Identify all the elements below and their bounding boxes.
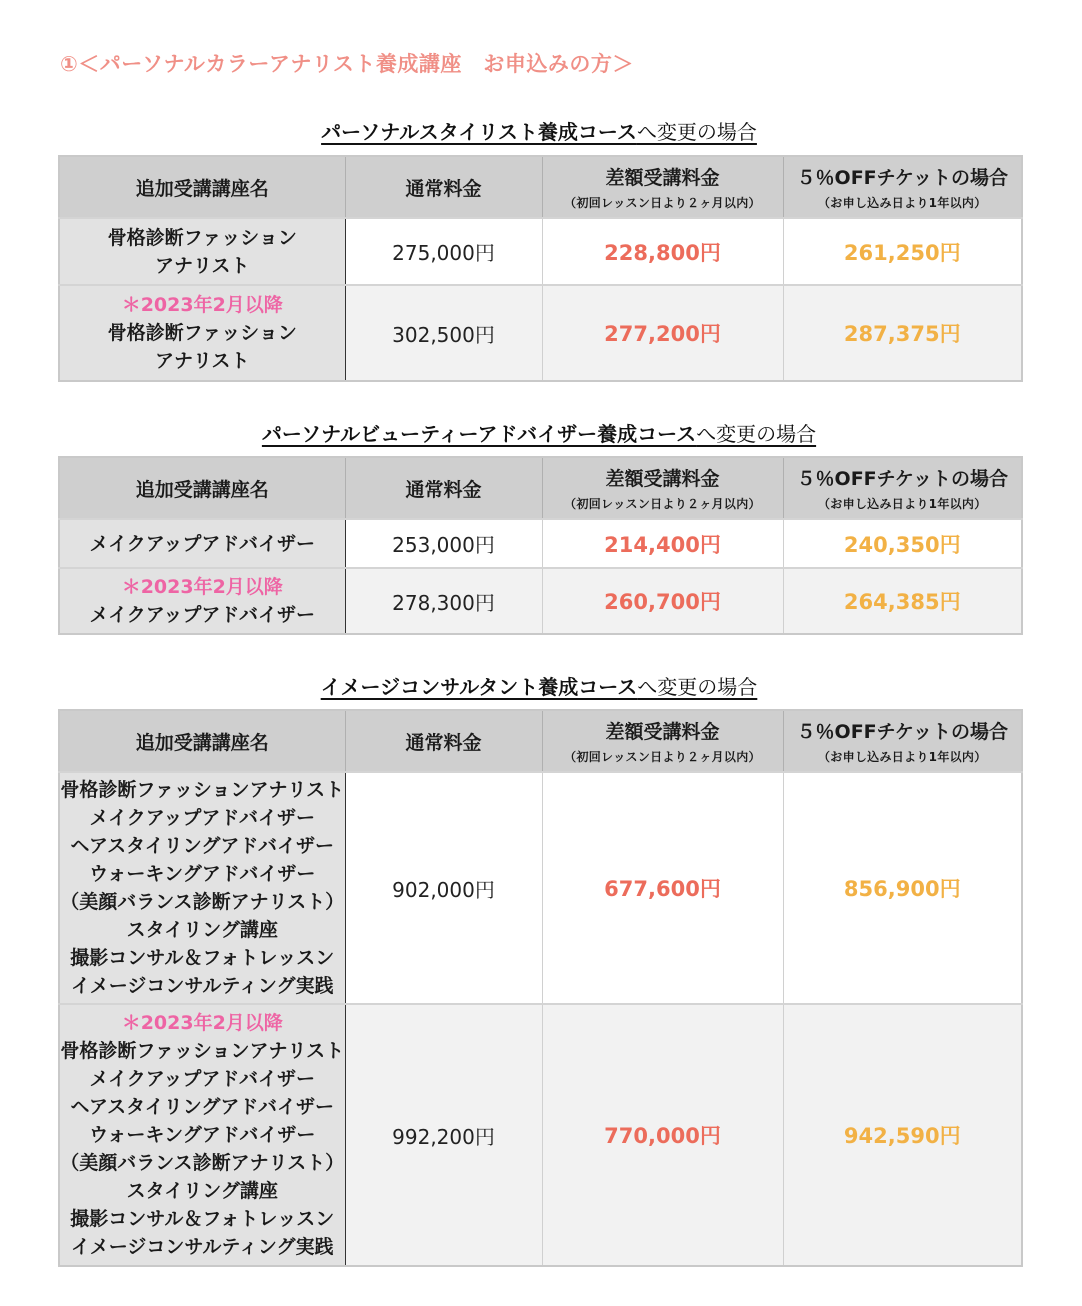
table-row: [59, 285, 1022, 381]
section-change-label: へ変更の場合: [696, 422, 817, 446]
after-feb-2023-note: ＊2023年2月以降: [121, 294, 283, 316]
discount-fee-cell: 261,250円: [783, 218, 1022, 285]
header-discount-label: ５％OFFチケットの場合: [796, 468, 1008, 490]
section-change-label: へ変更の場合: [636, 120, 757, 144]
table-row: [59, 772, 1022, 1004]
header-diff-fee-label: 差額受講料金: [605, 721, 720, 743]
table-row: [59, 1004, 1022, 1266]
diff-fee-cell: 277,200円: [542, 285, 783, 381]
course-name-line: メイクアップアドバイザー: [89, 807, 316, 829]
course-name-line: メイクアップアドバイザー: [89, 604, 316, 626]
table-row: [59, 519, 1022, 568]
regular-fee-cell: 253,000円: [345, 519, 542, 568]
header-discount-note: （お申し込み日より1年以内）: [817, 497, 987, 511]
course-name-line: （美顔バランス診断アナリスト）: [60, 1152, 345, 1174]
course-name-line: 骨格診断ファッション: [107, 322, 297, 344]
course-name-line: メイクアップアドバイザー: [89, 532, 316, 555]
regular-fee-cell: 992,200円: [345, 1004, 542, 1266]
section-title-personal-stylist: [58, 116, 1020, 145]
course-name-line: （美顔バランス診断アナリスト）: [60, 891, 345, 913]
course-name-line: ヘアスタイリングアドバイザー: [70, 1096, 335, 1118]
price-table-beauty-adviser: [58, 456, 1023, 635]
header-diff-fee: [542, 710, 783, 772]
table-header-row: [59, 156, 1022, 218]
table-row: [59, 218, 1022, 285]
table-header-row: [59, 457, 1022, 519]
course-name-line: スタイリング講座: [126, 1180, 278, 1202]
course-name-line: スタイリング講座: [126, 919, 278, 941]
course-name-line: ヘアスタイリングアドバイザー: [70, 835, 335, 857]
course-name-cell: [59, 772, 345, 1004]
course-name-line: メイクアップアドバイザー: [89, 1068, 316, 1090]
course-name-line: 骨格診断ファッションアナリスト: [60, 779, 345, 801]
course-name-line: イメージコンサルティング実践: [70, 975, 334, 997]
regular-fee-cell: 902,000円: [345, 772, 542, 1004]
course-name-cell: [59, 519, 345, 568]
diff-fee-cell: 770,000円: [542, 1004, 783, 1266]
header-diff-fee-note: （初回レッスン日より２ヶ月以内）: [564, 750, 761, 764]
header-discount: [783, 710, 1022, 772]
section-course-name: パーソナルビューティーアドバイザー養成コース: [261, 422, 697, 446]
regular-fee-cell: 278,300円: [345, 568, 542, 634]
discount-fee-cell: 942,590円: [783, 1004, 1022, 1266]
header-course-name: 追加受講講座名: [59, 710, 345, 772]
section-course-name: パーソナルスタイリスト養成コース: [321, 120, 637, 144]
header-discount: [783, 457, 1022, 519]
header-discount: [783, 156, 1022, 218]
course-name-line: 骨格診断ファッション: [107, 226, 297, 249]
diff-fee-cell: 228,800円: [542, 218, 783, 285]
header-course-name: 追加受講講座名: [59, 156, 345, 218]
header-diff-fee-note: （初回レッスン日より２ヶ月以内）: [564, 196, 761, 210]
price-table-image-consultant: [58, 709, 1023, 1267]
course-name-line: アナリスト: [154, 350, 250, 372]
header-discount-note: （お申し込み日より1年以内）: [817, 196, 987, 210]
after-feb-2023-note: ＊2023年2月以降: [121, 1012, 283, 1034]
section-change-label: へ変更の場合: [637, 675, 758, 699]
course-name-line: ウォーキングアドバイザー: [89, 1124, 316, 1146]
header-diff-fee: [542, 457, 783, 519]
section-title-beauty-adviser: [58, 418, 1020, 447]
header-discount-label: ５％OFFチケットの場合: [796, 167, 1008, 189]
header-discount-label: ５％OFFチケットの場合: [796, 721, 1008, 743]
header-diff-fee-note: （初回レッスン日より２ヶ月以内）: [564, 497, 761, 511]
diff-fee-cell: 677,600円: [542, 772, 783, 1004]
course-name-cell: [59, 1004, 345, 1266]
regular-fee-cell: 275,000円: [345, 218, 542, 285]
discount-fee-cell: 264,385円: [783, 568, 1022, 634]
header-diff-fee-label: 差額受講料金: [605, 167, 720, 189]
course-name-line: 撮影コンサル＆フォトレッスン: [70, 1208, 335, 1230]
discount-fee-cell: 240,350円: [783, 519, 1022, 568]
after-feb-2023-note: ＊2023年2月以降: [121, 576, 283, 598]
table-header-row: [59, 710, 1022, 772]
diff-fee-cell: 214,400円: [542, 519, 783, 568]
course-name-line: ウォーキングアドバイザー: [89, 863, 316, 885]
header-diff-fee-label: 差額受講料金: [605, 468, 720, 490]
table-row: [59, 568, 1022, 634]
section-course-name: イメージコンサルタント養成コース: [320, 675, 638, 699]
header-discount-note: （お申し込み日より1年以内）: [817, 750, 987, 764]
header-regular-fee: 通常料金: [345, 710, 542, 772]
header-course-name: 追加受講講座名: [59, 457, 345, 519]
price-table-personal-stylist: [58, 155, 1023, 382]
course-name-cell: [59, 285, 345, 381]
header-regular-fee: 通常料金: [345, 457, 542, 519]
section-title-image-consultant: [58, 671, 1020, 700]
header-regular-fee: 通常料金: [345, 156, 542, 218]
course-name-line: アナリスト: [154, 254, 250, 277]
header-diff-fee: [542, 156, 783, 218]
regular-fee-cell: 302,500円: [345, 285, 542, 381]
diff-fee-cell: 260,700円: [542, 568, 783, 634]
page-heading: ①＜パーソナルカラーアナリスト養成講座 お申込みの方＞: [60, 52, 634, 76]
course-name-line: 骨格診断ファッションアナリスト: [60, 1040, 345, 1062]
course-name-cell: [59, 568, 345, 634]
course-name-line: 撮影コンサル＆フォトレッスン: [70, 947, 335, 969]
course-name-cell: [59, 218, 345, 285]
discount-fee-cell: 856,900円: [783, 772, 1022, 1004]
course-name-line: イメージコンサルティング実践: [70, 1236, 334, 1258]
discount-fee-cell: 287,375円: [783, 285, 1022, 381]
